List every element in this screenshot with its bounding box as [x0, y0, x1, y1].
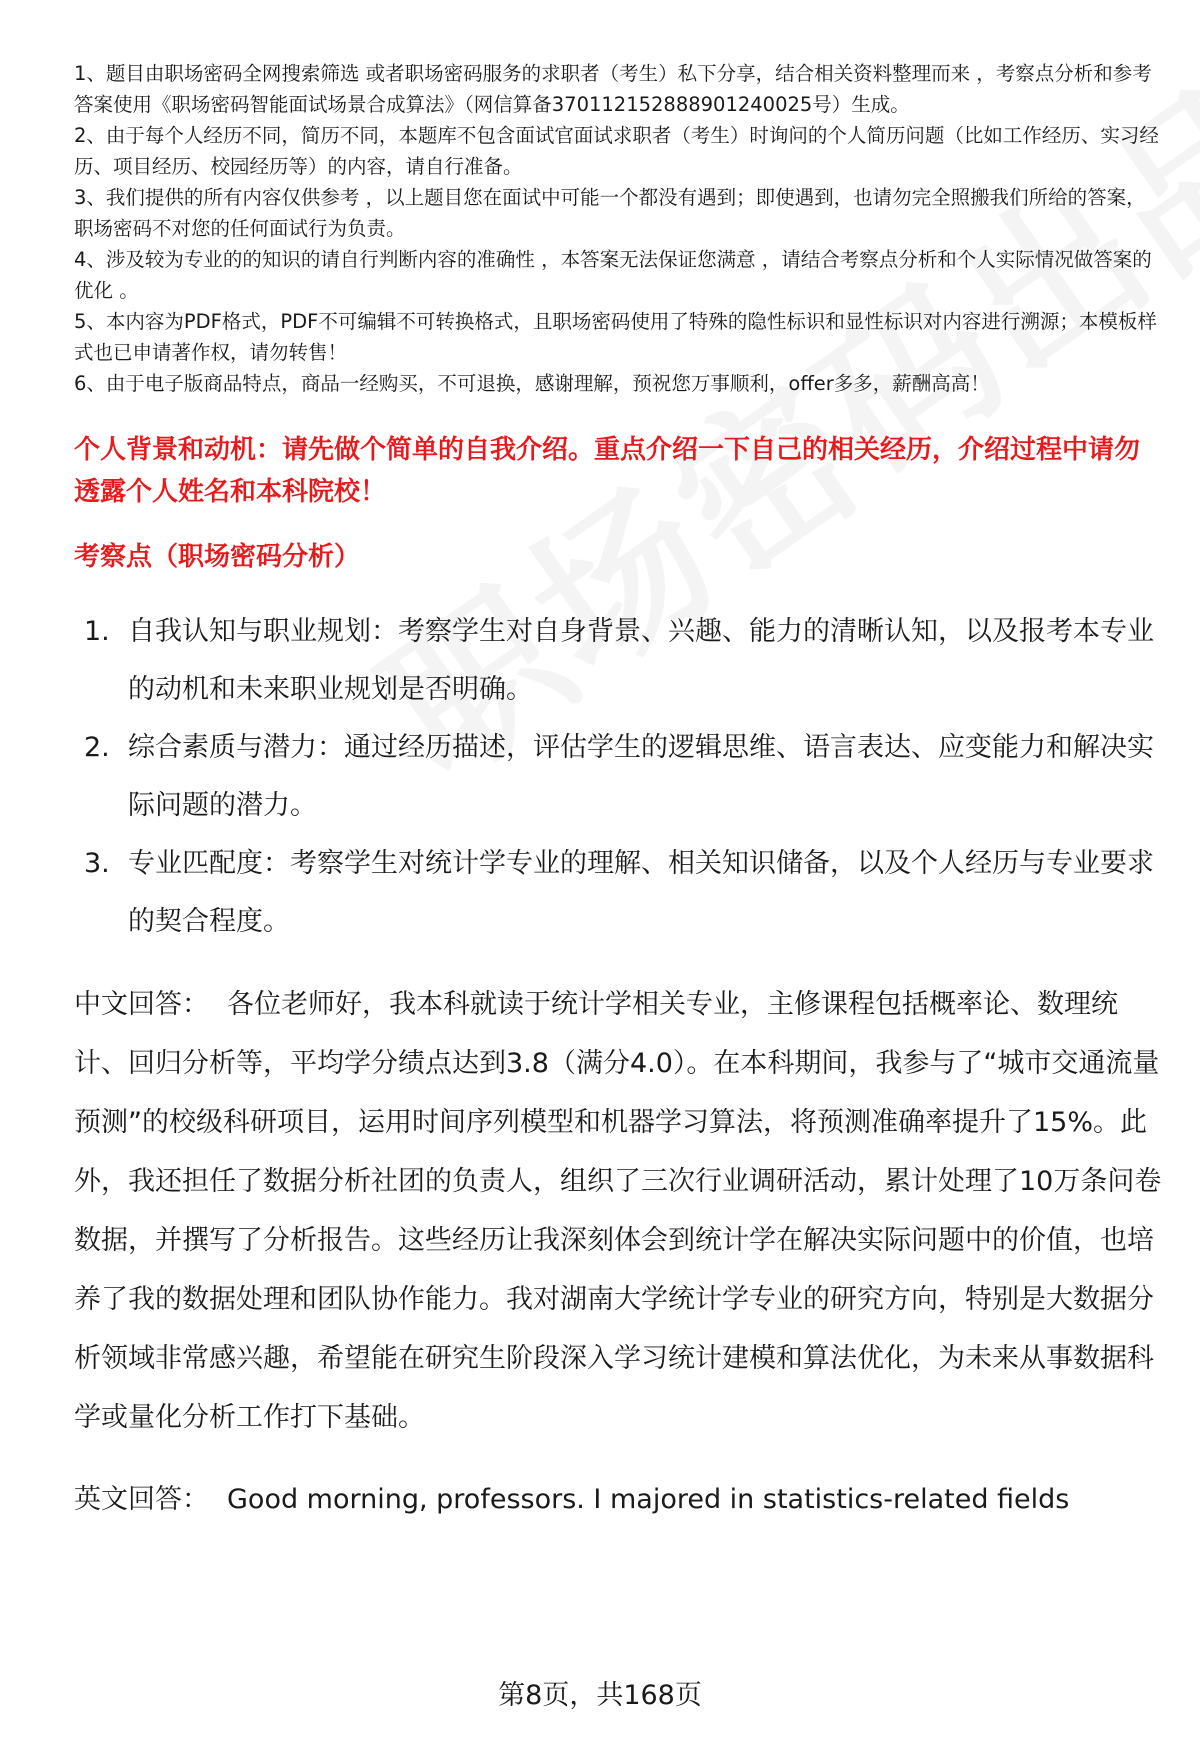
answer-english [74, 1470, 1164, 1529]
disclaimer-item: 4、涉及较为专业的的知识的请自行判断内容的准确性 ，本答案无法保证您满意 ，请结合考察点分析和个人实际情况做答案的优化 。 [74, 248, 1152, 302]
point-number: 1. [84, 616, 110, 647]
answer-chinese-text: 各位老师好，我本科就读于统计学相关专业，主修课程包括概率论、数理统计、回归分析等，平均学分绩点达到3.8（满分4.0）。在本科期间，我参与了“城市交通流量预测”的校级科研项目，运用时间序列模型和机器学习算法，将预测准确率提升了15%。此外，我还担任了数据分析社团的负责人，组织了三次行业调研活动，累计处理了10万条问卷数据，并撰写了分析报告。这些经历让我深刻体会到统计学在解决实际问题中的价值，也培养了我的数据处理和团队协作能力。我对湖南大学统计学专业的研究方向，特别是大数据分析领域非常感兴趣，希望能在研究生阶段深入学习统计建模和算法优化，为未来从事数据科学或量化分析工作打下基础。 [74, 989, 1162, 1433]
disclaimer-item: 3、我们提供的所有内容仅供参考 ，以上题目您在面试中可能一个都没有遇到；即使遇到，也请勿完全照搬我们所给的答案，职场密码不对您的任何面试行为负责。 [74, 186, 1146, 240]
point-number: 3. [84, 848, 110, 879]
answer-chinese-label: 中文回答： [74, 989, 209, 1020]
answer-chinese [74, 975, 1164, 1447]
disclaimer-item: 2、由于每个人经历不同，简历不同，本题库不包含面试官面试求职者（考生）时询问的个人简历问题（比如工作经历、实习经历、项目经历、校园经历等）的内容，请自行准备。 [74, 124, 1159, 178]
assessment-point [74, 603, 1164, 719]
answer-english-label: 英文回答： [74, 1484, 209, 1515]
disclaimer-item: 5、本内容为PDF格式，PDF不可编辑不可转换格式，且职场密码使用了特殊的隐性标识和显性标识对内容进行溯源；本模板样式也已申请著作权，请勿转售！ [74, 310, 1157, 364]
assessment-point [74, 835, 1164, 951]
disclaimer-item: 1、题目由职场密码全网搜索筛选 或者职场密码服务的求职者（考生）私下分享，结合相关资料整理而来 ，考察点分析和参考答案使用《职场密码智能面试场景合成算法》（网信算备370112152888901240025号）生成。 [74, 62, 1152, 116]
point-number: 2. [84, 732, 110, 763]
assessment-points [74, 603, 1164, 951]
question-heading: 个人背景和动机：请先做个简单的自我介绍。重点介绍一下自己的相关经历，介绍过程中请勿透露个人姓名和本科院校！ [74, 435, 1141, 507]
point-text: 综合素质与潜力：通过经历描述，评估学生的逻辑思维、语言表达、应变能力和解决实际问题的潜力。 [128, 732, 1154, 821]
disclaimer [74, 58, 1164, 399]
answer-english-text: Good morning, professors. I majored in statistics-related fields [227, 1484, 1070, 1515]
disclaimer-item: 6、由于电子版商品特点，商品一经购买，不可退换，感谢理解，预祝您万事顺利，offer多多，薪酬高高！ [74, 372, 990, 395]
page-content [74, 58, 1164, 1529]
point-text: 自我认知与职业规划：考察学生对自身背景、兴趣、能力的清晰认知，以及报考本专业的动机和未来职业规划是否明确。 [128, 616, 1154, 705]
assessment-point [74, 719, 1164, 835]
page-number: 第8页，共168页 [498, 1680, 702, 1711]
section-title: 考察点（职场密码分析） [74, 542, 361, 572]
point-text: 专业匹配度：考察学生对统计学专业的理解、相关知识储备，以及个人经历与专业要求的契合程度。 [128, 848, 1154, 937]
